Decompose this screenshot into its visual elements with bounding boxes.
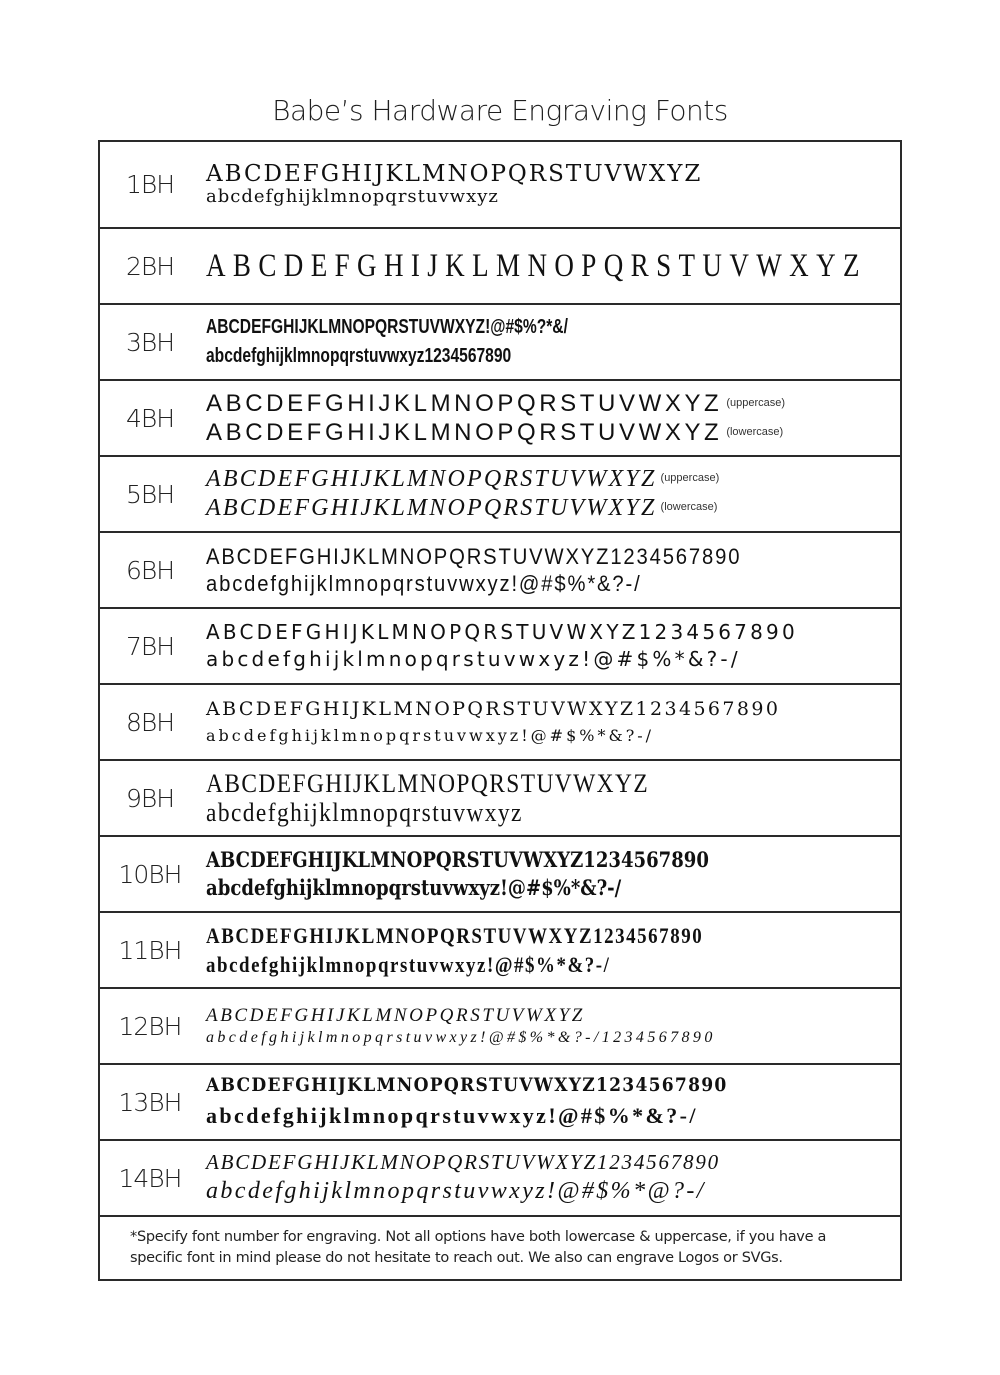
sample-text: ABCDEFGHIJKLMNOPQRSTUVWXYZ [206, 465, 657, 492]
lowercase-sample: abcdefghijklmnopqrstuvwxyz!@#$%*&?-/1234567890 [206, 1028, 716, 1046]
font-code: 13BH [118, 1087, 182, 1117]
font-code: 6BH [125, 555, 175, 585]
font-samples [206, 1065, 890, 1139]
case-note: (lowercase) [726, 426, 784, 438]
uppercase-sample [206, 467, 890, 492]
font-row-10bh [100, 837, 900, 913]
font-code: 5BH [125, 479, 175, 509]
lowercase-sample [206, 420, 890, 445]
uppercase-sample: ABCDEFGHIJKLMNOPQRSTUVWXYZ1234567890 [206, 922, 704, 948]
footnote: *Specify font number for engraving. Not all options have both lowercase & uppercase, if you have a specific font in mind please do not hesitate to reach out. We also can engrave Logos or SVGs. [130, 1229, 827, 1266]
font-code: 2BH [125, 251, 175, 281]
font-code: 8BH [125, 707, 175, 737]
font-row-7bh [100, 609, 900, 685]
font-code: 7BH [125, 631, 175, 661]
uppercase-sample: ABCDEFGHIJKLMNOPQRSTUVWXYZ1234567890 [206, 543, 742, 569]
uppercase-sample: ABCDEFGHIJKLMNOPQRSTUVWXYZ1234567890 [206, 846, 709, 872]
font-samples [206, 913, 890, 987]
uppercase-sample [206, 391, 890, 416]
case-note: (uppercase) [726, 396, 786, 409]
uppercase-sample: ABCDEFGHIJKLMNOPQRSTUVWXYZ [206, 160, 703, 187]
case-note: (lowercase) [660, 501, 718, 513]
lowercase-sample: abcdefghijklmnopqrstuvwxyz1234567890 [206, 345, 512, 367]
font-code: 10BH [118, 859, 182, 889]
uppercase-sample: ABCDEFGHIJKLMNOPQRSTUVWXYZ1234567890 [206, 1150, 720, 1175]
font-samples [206, 305, 890, 379]
uppercase-sample: ABCDEFGHIJKLMNOPQRSTUVWXYZ [206, 247, 867, 284]
font-samples [206, 1141, 890, 1215]
font-samples [206, 142, 890, 227]
uppercase-sample: ABCDEFGHIJKLMNOPQRSTUVWXYZ1234567890 [206, 697, 781, 720]
font-code: 14BH [118, 1163, 182, 1193]
font-samples [206, 457, 890, 531]
lowercase-sample: abcdefghijklmnopqrstuvwxyz!@#$%*&?-/ [206, 952, 611, 977]
font-samples [206, 989, 890, 1063]
font-samples [206, 609, 890, 683]
lowercase-sample: abcdefghijklmnopqrstuvwxyz [206, 798, 523, 827]
font-samples [206, 837, 890, 911]
lowercase-sample: abcdefghijklmnopqrstuvwxyz!@#$%*&?-/ [206, 1103, 698, 1129]
sample-text: ABCDEFGHIJKLMNOPQRSTUVWXYZ [206, 419, 723, 446]
font-code: 1BH [125, 170, 175, 199]
lowercase-sample [206, 496, 890, 521]
sample-text: ABCDEFGHIJKLMNOPQRSTUVWXYZ [206, 495, 657, 521]
font-samples [206, 229, 890, 303]
lowercase-sample: abcdefghijklmnopqrstuvwxyz!@#$%*&?-/ [206, 571, 642, 596]
font-code: 9BH [125, 783, 175, 813]
font-row-12bh [100, 989, 900, 1065]
uppercase-sample: ABCDEFGHIJKLMNOPQRSTUVWXYZ1234567890 [206, 620, 798, 644]
page-title: Babe’s Hardware Engraving Fonts [272, 94, 728, 127]
lowercase-sample: abcdefghijklmnopqrstuvwxyz!@#$%*&?-/ [206, 725, 655, 745]
font-samples [206, 761, 890, 835]
uppercase-sample: ABCDEFGHIJKLMNOPQRSTUVWXYZ1234567890 [206, 1074, 728, 1097]
font-code: 11BH [118, 935, 182, 965]
font-row-1bh [100, 142, 900, 229]
font-code: 3BH [125, 327, 175, 357]
uppercase-sample: ABCDEFGHIJKLMNOPQRSTUVWXYZ!@#$%?*&/ [206, 316, 568, 338]
sample-text: ABCDEFGHIJKLMNOPQRSTUVWXYZ [206, 389, 723, 417]
font-row-8bh [100, 685, 900, 761]
lowercase-sample: abcdefghijklmnopqrstuvwxyz [206, 186, 499, 208]
font-row-14bh [100, 1141, 900, 1217]
lowercase-sample: abcdefghijklmnopqrstuvwxyz!@#$%*&?-/ [206, 875, 622, 900]
uppercase-sample: ABCDEFGHIJKLMNOPQRSTUVWXYZ [206, 768, 650, 798]
font-row-2bh [100, 229, 900, 305]
font-row-9bh [100, 761, 900, 837]
font-row-6bh [100, 533, 900, 609]
font-samples [206, 685, 890, 759]
font-code: 12BH [118, 1011, 182, 1041]
font-row-4bh [100, 381, 900, 457]
font-row-3bh [100, 305, 900, 381]
font-row-11bh [100, 913, 900, 989]
font-code: 4BH [125, 403, 175, 433]
font-samples [206, 533, 890, 607]
lowercase-sample: abcdefghijklmnopqrstuvwxyz!@#$%*@?-/ [206, 1178, 706, 1205]
font-row-5bh [100, 457, 900, 533]
case-note: (uppercase) [660, 471, 720, 484]
font-samples [206, 381, 890, 455]
uppercase-sample: ABCDEFGHIJKLMNOPQRSTUVWXYZ [206, 1004, 585, 1026]
font-row-13bh [100, 1065, 900, 1141]
lowercase-sample: abcdefghijklmnopqrstuvwxyz!@#$%*&?-/ [206, 647, 741, 671]
font-table [98, 140, 902, 1281]
